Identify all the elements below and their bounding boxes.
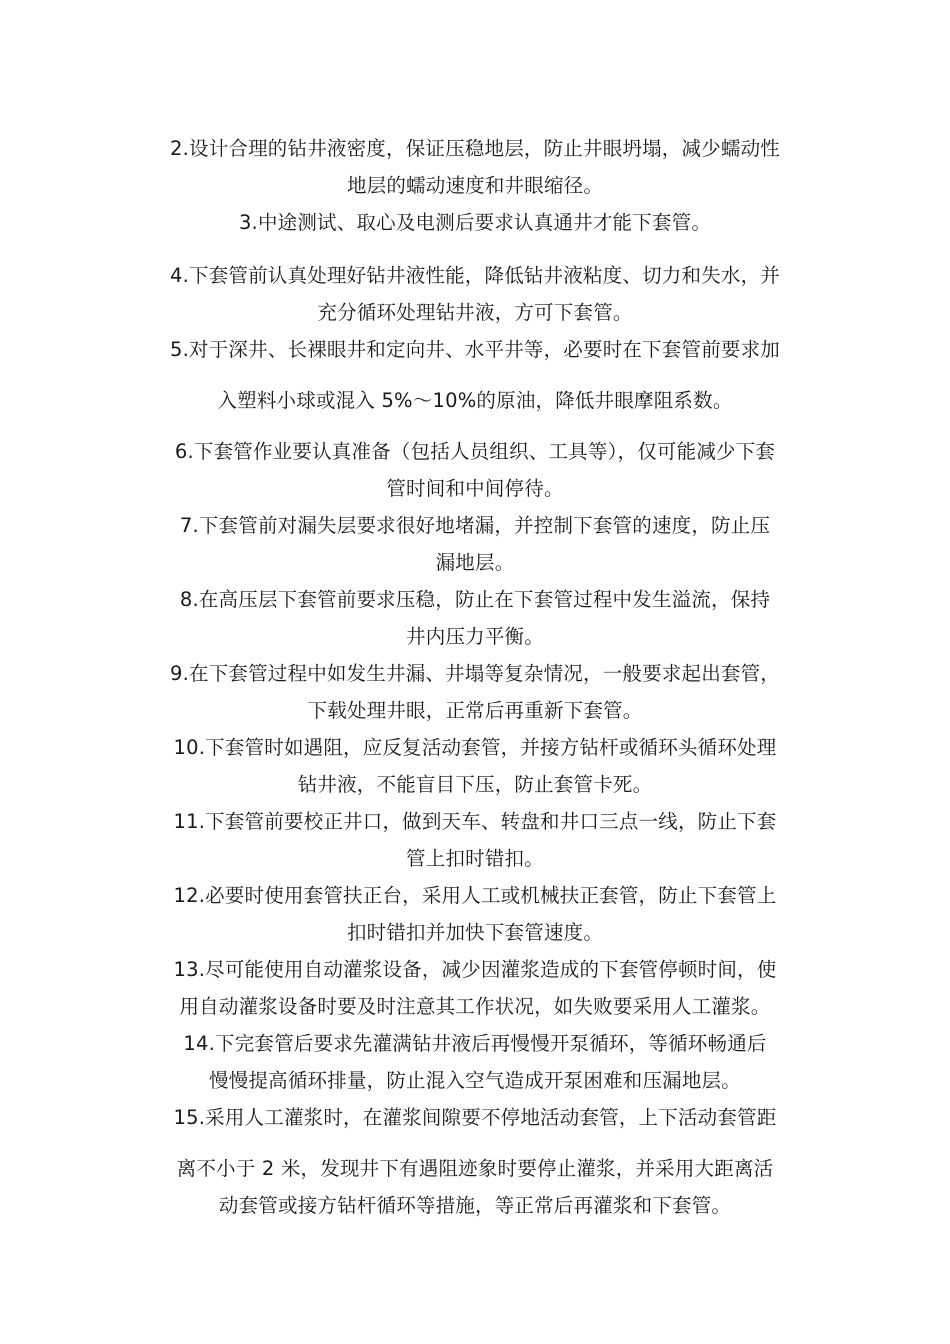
text-line: 入塑料小球或混入 5%～10%的原油，降低井眼摩阻系数。: [217, 389, 733, 412]
text-line: 下载处理井眼，正常后再重新下套管。: [307, 699, 643, 722]
text-line: 6.下套管作业要认真准备（包括人员组织、工具等），仅可能减少下套: [174, 440, 776, 463]
text-line: 4.下套管前认真处理好钻井液性能，降低钻井液粘度、切力和失水，并: [169, 264, 780, 287]
text-line: 漏地层。: [435, 551, 515, 574]
text-line: 充分循环处理钻井液，方可下套管。: [317, 301, 633, 324]
list-item: [140, 130, 810, 204]
list-item: [140, 729, 810, 803]
text-line: 井内压力平衡。: [406, 625, 544, 648]
text-line: 5.对于深井、长裸眼井和定向井、水平井等，必要时在下套管前要求加: [169, 338, 780, 361]
text-line: 3.中途测试、取心及电测后要求认真通井才能下套管。: [238, 211, 712, 234]
text-line: 14.下完套管后要求先灌满钻井液后再慢慢开泵循环，等循环畅通后: [183, 1032, 767, 1055]
document-body: [140, 130, 810, 1224]
text-line: 11.下套管前要校正井口，做到天车、转盘和井口三点一线，防止下套: [173, 810, 777, 833]
text-line: 15.采用人工灌浆时，在灌浆间隙要不停地活动套管，上下活动套管距: [173, 1106, 777, 1129]
text-line: 慢慢提高循环排量，防止混入空气造成开泵困难和压漏地层。: [209, 1069, 741, 1092]
text-line: 8.在高压层下套管前要求压稳，防止在下套管过程中发生溢流，保持: [179, 588, 771, 611]
text-line: 动套管或接方钻杆循环等措施，等正常后再灌浆和下套管。: [218, 1194, 732, 1217]
text-line: 7.下套管前对漏失层要求很好地堵漏，并控制下套管的速度，防止压: [179, 514, 771, 537]
list-item: [140, 803, 810, 877]
text-line: 12.必要时使用套管扶正台，采用人工或机械扶正套管，防止下套管上: [173, 884, 777, 907]
list-item: [140, 507, 810, 581]
list-item: [140, 1025, 810, 1099]
list-item: [140, 1099, 810, 1224]
text-line: 用自动灌浆设备时要及时注意其工作状况，如失败要采用人工灌浆。: [179, 995, 771, 1018]
text-line: 2.设计合理的钻井液密度，保证压稳地层，防止井眼坍塌，减少蠕动性: [169, 137, 780, 160]
list-item: [140, 877, 810, 951]
text-line: 10.下套管时如遇阻，应反复活动套管，并接方钻杆或循环头循环处理: [173, 736, 777, 759]
list-item: [140, 581, 810, 655]
list-item: [140, 951, 810, 1025]
list-item: [140, 257, 810, 331]
text-line: 13.尽可能使用自动灌浆设备，减少因灌浆造成的下套管停顿时间，使: [173, 958, 777, 981]
text-line: 离不小于 2 米，发现井下有遇阻迹象时要停止灌浆，并采用大距离活: [176, 1157, 774, 1180]
text-line: 扣时错扣并加快下套管速度。: [346, 921, 604, 944]
text-line: 管上扣时错扣。: [406, 847, 544, 870]
text-line: 地层的蠕动速度和井眼缩径。: [346, 174, 604, 197]
list-item: [140, 433, 810, 507]
text-line: 9.在下套管过程中如发生井漏、井塌等复杂情况，一般要求起出套管，: [169, 662, 780, 685]
list-item: [140, 204, 810, 241]
list-item: [140, 331, 810, 419]
list-item: [140, 655, 810, 729]
text-line: 管时间和中间停待。: [386, 477, 564, 500]
text-line: 钻井液，不能盲目下压，防止套管卡死。: [297, 773, 653, 796]
